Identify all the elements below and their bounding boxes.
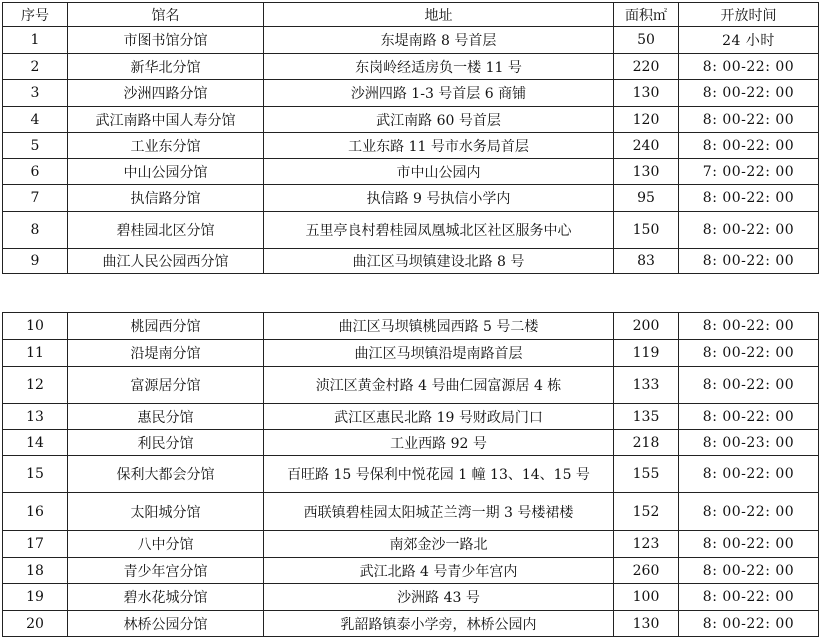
- cell-address: 曲江区马坝镇建设北路 8 号: [264, 249, 614, 274]
- header-address: 地址: [264, 3, 614, 27]
- table-row: [3, 611, 819, 637]
- cell-area: 155: [614, 456, 679, 493]
- cell-no: 11: [3, 340, 68, 367]
- table-row: [3, 80, 819, 107]
- cell-area: 119: [614, 340, 679, 367]
- cell-address: 工业西路 92 号: [264, 430, 614, 456]
- cell-name: 执信路分馆: [68, 185, 264, 212]
- cell-no: 7: [3, 185, 68, 212]
- cell-area: 218: [614, 430, 679, 456]
- cell-name: 富源居分馆: [68, 367, 264, 404]
- cell-name: 八中分馆: [68, 531, 264, 558]
- cell-no: 5: [3, 133, 68, 159]
- cell-name: 太阳城分馆: [68, 493, 264, 531]
- cell-address: 五里亭良村碧桂园凤凰城北区社区服务中心: [264, 212, 614, 249]
- cell-address: 武江南路 60 号首层: [264, 107, 614, 133]
- cell-area: 152: [614, 493, 679, 531]
- cell-hours: 24 小时: [679, 27, 819, 54]
- cell-no: 20: [3, 611, 68, 637]
- cell-area: 95: [614, 185, 679, 212]
- cell-no: 12: [3, 367, 68, 404]
- cell-name: 碧桂园北区分馆: [68, 212, 264, 249]
- cell-no: 1: [3, 27, 68, 54]
- cell-hours: 8: 00-22: 00: [679, 611, 819, 637]
- table-row: [3, 430, 819, 456]
- table-row: [3, 340, 819, 367]
- cell-name: 新华北分馆: [68, 54, 264, 80]
- cell-address: 百旺路 15 号保利中悦花园 1 幢 13、14、15 号: [264, 456, 614, 493]
- cell-hours: 8: 00-22: 00: [679, 107, 819, 133]
- cell-hours: 8: 00-22: 00: [679, 133, 819, 159]
- cell-name: 桃园西分馆: [68, 313, 264, 340]
- cell-hours: 8: 00-22: 00: [679, 185, 819, 212]
- cell-name: 林桥公园分馆: [68, 611, 264, 637]
- cell-hours: 8: 00-22: 00: [679, 212, 819, 249]
- cell-area: 123: [614, 531, 679, 558]
- cell-address: 浈江区黄金村路 4 号曲仁园富源居 4 栋: [264, 367, 614, 404]
- cell-address: 曲江区马坝镇桃园西路 5 号二楼: [264, 313, 614, 340]
- header-name: 馆名: [68, 3, 264, 27]
- cell-area: 50: [614, 27, 679, 54]
- cell-name: 武江南路中国人寿分馆: [68, 107, 264, 133]
- cell-area: 120: [614, 107, 679, 133]
- cell-area: 130: [614, 80, 679, 107]
- cell-area: 150: [614, 212, 679, 249]
- cell-no: 14: [3, 430, 68, 456]
- table-row: [3, 493, 819, 531]
- table-row: [3, 185, 819, 212]
- cell-area: 200: [614, 313, 679, 340]
- cell-no: 9: [3, 249, 68, 274]
- cell-no: 2: [3, 54, 68, 80]
- cell-hours: 8: 00-22: 00: [679, 249, 819, 274]
- cell-no: 4: [3, 107, 68, 133]
- table-row: [3, 159, 819, 185]
- table-header-row: [3, 3, 819, 27]
- cell-hours: 8: 00-22: 00: [679, 456, 819, 493]
- cell-hours: 8: 00-22: 00: [679, 80, 819, 107]
- cell-name: 沙洲四路分馆: [68, 80, 264, 107]
- table-body-1: [3, 27, 819, 274]
- header-area: 面积㎡: [614, 3, 679, 27]
- cell-area: 260: [614, 558, 679, 584]
- cell-hours: 7: 00-22: 00: [679, 159, 819, 185]
- cell-name: 利民分馆: [68, 430, 264, 456]
- cell-hours: 8: 00-22: 00: [679, 367, 819, 404]
- cell-area: 130: [614, 159, 679, 185]
- cell-area: 133: [614, 367, 679, 404]
- cell-name: 惠民分馆: [68, 404, 264, 430]
- cell-hours: 8: 00-22: 00: [679, 54, 819, 80]
- cell-name: 市图书馆分馆: [68, 27, 264, 54]
- cell-hours: 8: 00-22: 00: [679, 340, 819, 367]
- cell-no: 16: [3, 493, 68, 531]
- cell-hours: 8: 00-22: 00: [679, 493, 819, 531]
- cell-no: 17: [3, 531, 68, 558]
- cell-address: 东岗岭经适房负一楼 11 号: [264, 54, 614, 80]
- cell-no: 6: [3, 159, 68, 185]
- table-row: [3, 584, 819, 611]
- table-row: [3, 456, 819, 493]
- cell-hours: 8: 00-22: 00: [679, 313, 819, 340]
- table-row: [3, 133, 819, 159]
- table-row: [3, 27, 819, 54]
- table-row: [3, 54, 819, 80]
- cell-hours: 8: 00-22: 00: [679, 531, 819, 558]
- cell-address: 乳韶路镇泰小学旁，林桥公园内: [264, 611, 614, 637]
- cell-hours: 8: 00-23: 00: [679, 430, 819, 456]
- branch-library-table-1: [2, 2, 819, 274]
- cell-name: 青少年宫分馆: [68, 558, 264, 584]
- cell-area: 130: [614, 611, 679, 637]
- cell-address: 市中山公园内: [264, 159, 614, 185]
- table-row: [3, 313, 819, 340]
- cell-address: 沙洲路 43 号: [264, 584, 614, 611]
- table-row: [3, 107, 819, 133]
- cell-address: 武江区惠民北路 19 号财政局门口: [264, 404, 614, 430]
- table-body-2: [3, 313, 819, 637]
- cell-no: 13: [3, 404, 68, 430]
- cell-area: 100: [614, 584, 679, 611]
- cell-hours: 8: 00-22: 00: [679, 584, 819, 611]
- cell-name: 中山公园分馆: [68, 159, 264, 185]
- header-hours: 开放时间: [679, 3, 819, 27]
- cell-name: 沿堤南分馆: [68, 340, 264, 367]
- cell-area: 220: [614, 54, 679, 80]
- cell-no: 15: [3, 456, 68, 493]
- cell-address: 执信路 9 号执信小学内: [264, 185, 614, 212]
- table-row: [3, 404, 819, 430]
- cell-address: 西联镇碧桂园太阳城芷兰湾一期 3 号楼裙楼: [264, 493, 614, 531]
- cell-hours: 8: 00-22: 00: [679, 558, 819, 584]
- cell-area: 135: [614, 404, 679, 430]
- cell-no: 10: [3, 313, 68, 340]
- cell-no: 8: [3, 212, 68, 249]
- cell-address: 工业东路 11 号市水务局首层: [264, 133, 614, 159]
- branch-library-table-2: [2, 312, 819, 637]
- cell-no: 3: [3, 80, 68, 107]
- cell-name: 保利大都会分馆: [68, 456, 264, 493]
- cell-name: 工业东分馆: [68, 133, 264, 159]
- cell-address: 南郊金沙一路北: [264, 531, 614, 558]
- cell-address: 东堤南路 8 号首层: [264, 27, 614, 54]
- table-row: [3, 367, 819, 404]
- cell-name: 曲江人民公园西分馆: [68, 249, 264, 274]
- cell-address: 沙洲四路 1-3 号首层 6 商铺: [264, 80, 614, 107]
- cell-address: 曲江区马坝镇沿堤南路首层: [264, 340, 614, 367]
- header-no: 序号: [3, 3, 68, 27]
- table-row: [3, 558, 819, 584]
- cell-area: 83: [614, 249, 679, 274]
- table-row: [3, 212, 819, 249]
- cell-address: 武江北路 4 号青少年宫内: [264, 558, 614, 584]
- cell-no: 19: [3, 584, 68, 611]
- cell-name: 碧水花城分馆: [68, 584, 264, 611]
- cell-hours: 8: 00-22: 00: [679, 404, 819, 430]
- cell-no: 18: [3, 558, 68, 584]
- cell-area: 240: [614, 133, 679, 159]
- table-row: [3, 249, 819, 274]
- table-row: [3, 531, 819, 558]
